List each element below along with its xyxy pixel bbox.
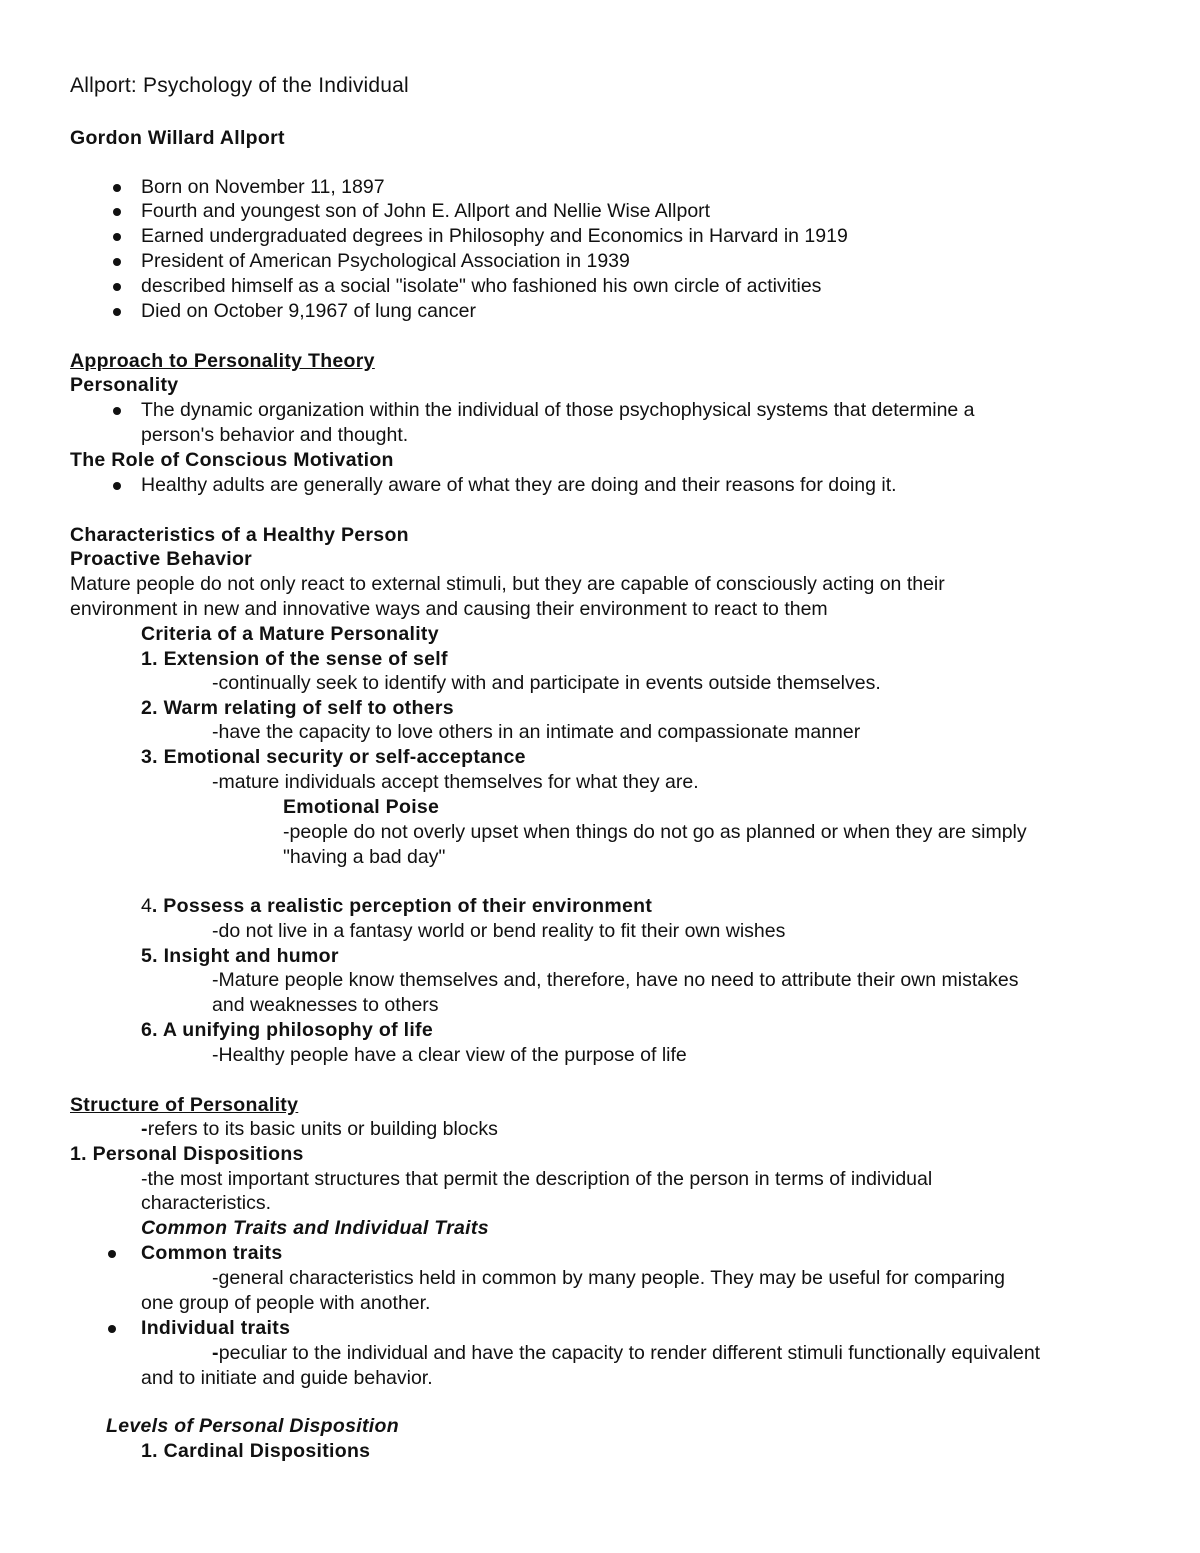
- common-traits-line-1: -general characteristics held in common by many people. They may be useful for comparing: [212, 1267, 1006, 1289]
- criterion-4-desc: -do not live in a fantasy world or bend reality to fit their own wishes: [212, 920, 786, 942]
- criterion-6-title: 6. A unifying philosophy of life: [141, 1019, 433, 1041]
- bullet-icon: [113, 258, 121, 266]
- conscious-motivation-heading: The Role of Conscious Motivation: [70, 449, 394, 471]
- document-title: Allport: Psychology of the Individual: [70, 74, 409, 97]
- bio-item: Died on October 9,1967 of lung cancer: [141, 300, 476, 322]
- criterion-4-number: 4: [141, 895, 152, 917]
- criterion-5-desc-line-1: -Mature people know themselves and, therefore, have no need to attribute their own mistakes: [212, 969, 1019, 991]
- bullet-icon: [113, 283, 121, 291]
- bio-heading: Gordon Willard Allport: [70, 127, 285, 149]
- criteria-heading: Criteria of a Mature Personality: [141, 623, 439, 645]
- individual-traits-heading: Individual traits: [141, 1317, 291, 1339]
- bullet-icon: [113, 308, 121, 316]
- personal-dispositions-line-1: -the most important structures that permit the description of the person in terms of individual: [141, 1168, 933, 1190]
- emotional-poise-line-2: "having a bad day": [283, 846, 446, 868]
- personal-dispositions-heading: 1. Personal Dispositions: [70, 1143, 304, 1165]
- cardinal-dispositions-heading: 1. Cardinal Dispositions: [141, 1440, 371, 1462]
- individual-traits-line-2: and to initiate and guide behavior.: [141, 1367, 433, 1389]
- personality-definition-line-2: person's behavior and thought.: [141, 424, 409, 446]
- individual-traits-dash: -: [212, 1342, 219, 1364]
- criterion-5-desc-line-2: and weaknesses to others: [212, 994, 439, 1016]
- criterion-6-desc: -Healthy people have a clear view of the purpose of life: [212, 1044, 687, 1066]
- bio-item: Born on November 11, 1897: [141, 176, 385, 198]
- individual-traits-line-1: [212, 1341, 1040, 1366]
- traits-heading: Common Traits and Individual Traits: [141, 1217, 489, 1239]
- bullet-icon: [113, 407, 121, 415]
- bio-item: Fourth and youngest son of John E. Allport and Nellie Wise Allport: [141, 200, 711, 222]
- personality-heading: Personality: [70, 374, 179, 396]
- emotional-poise-heading: Emotional Poise: [283, 796, 440, 818]
- bio-item: President of American Psychological Association in 1939: [141, 250, 630, 272]
- individual-traits-text: peculiar to the individual and have the capacity to render different stimuli functionally equivalent: [218, 1342, 1041, 1364]
- structure-desc-dash: -: [141, 1118, 148, 1140]
- bullet-icon: [113, 482, 121, 490]
- healthy-person-heading: Characteristics of a Healthy Person: [70, 524, 409, 546]
- levels-heading: Levels of Personal Disposition: [106, 1415, 399, 1437]
- criterion-1-desc: -continually seek to identify with and participate in events outside themselves.: [212, 672, 881, 694]
- common-traits-heading: Common traits: [141, 1242, 283, 1264]
- proactive-text-line-2: environment in new and innovative ways and causing their environment to react to them: [70, 598, 828, 620]
- structure-desc-text: refers to its basic units or building blocks: [147, 1118, 498, 1140]
- personal-dispositions-line-2: characteristics.: [141, 1192, 272, 1214]
- bullet-icon: [113, 233, 121, 241]
- criterion-2-title: 2. Warm relating of self to others: [141, 697, 454, 719]
- criterion-1-title: 1. Extension of the sense of self: [141, 648, 448, 670]
- personality-definition-line-1: The dynamic organization within the individual of those psychophysical systems that determine a: [141, 399, 975, 421]
- bio-item: described himself as a social "isolate" who fashioned his own circle of activities: [141, 275, 822, 297]
- criterion-3-desc: -mature individuals accept themselves for what they are.: [212, 771, 699, 793]
- emotional-poise-line-1: -people do not overly upset when things do not go as planned or when they are simply: [283, 821, 1027, 843]
- bullet-icon: [108, 1325, 116, 1333]
- conscious-motivation-text: Healthy adults are generally aware of what they are doing and their reasons for doing it.: [141, 474, 897, 496]
- bullet-icon: [113, 208, 121, 216]
- criterion-5-title: 5. Insight and humor: [141, 945, 339, 967]
- criterion-4-title: [141, 894, 652, 919]
- proactive-text-line-1: Mature people do not only react to external stimuli, but they are capable of consciously acting on their: [70, 573, 945, 595]
- criterion-2-desc: -have the capacity to love others in an intimate and compassionate manner: [212, 721, 861, 743]
- criterion-4-text: . Possess a realistic perception of their environment: [151, 895, 653, 917]
- approach-heading: Approach to Personality Theory: [70, 350, 375, 372]
- bullet-icon: [108, 1250, 116, 1258]
- bullet-icon: [113, 184, 121, 192]
- structure-desc: [141, 1117, 498, 1142]
- structure-heading: Structure of Personality: [70, 1094, 299, 1116]
- criterion-3-title: 3. Emotional security or self-acceptance: [141, 746, 526, 768]
- proactive-heading: Proactive Behavior: [70, 548, 253, 570]
- bio-item: Earned undergraduated degrees in Philosophy and Economics in Harvard in 1919: [141, 225, 848, 247]
- common-traits-line-2: one group of people with another.: [141, 1292, 431, 1314]
